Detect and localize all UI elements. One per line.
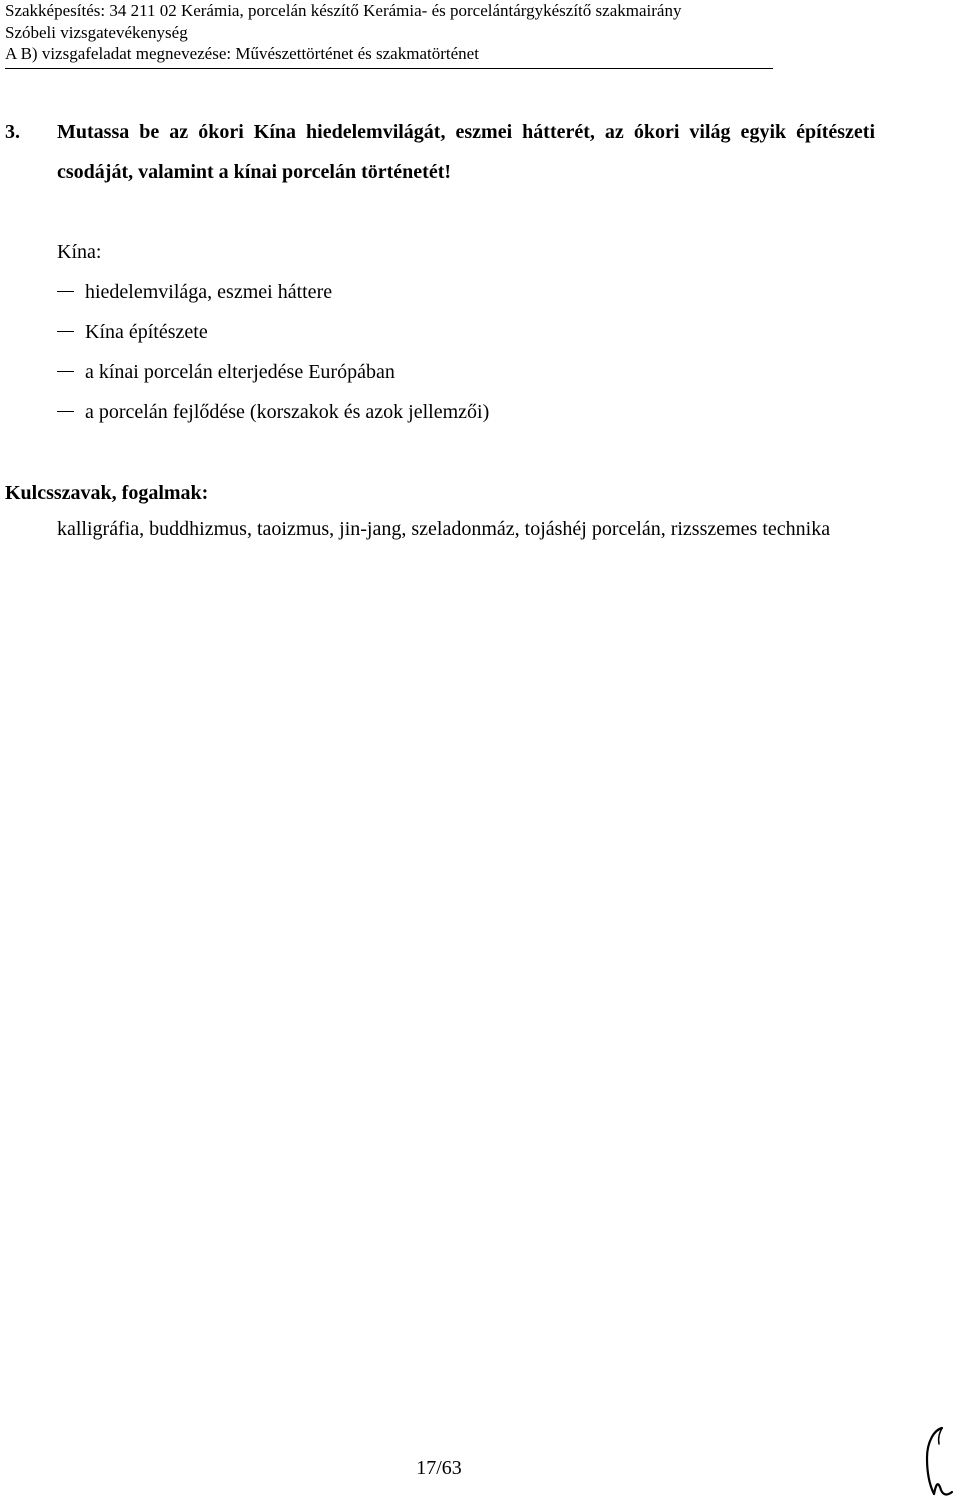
header-exam-activity: Szóbeli vizsgatevékenység [5, 22, 188, 42]
list-item-text: hiedelemvilága, eszmei háttere [85, 281, 333, 303]
list-item [57, 272, 489, 312]
page-number: 17/63 [416, 1457, 462, 1479]
keywords-text: kalligráfia, buddhizmus, taoizmus, jin-jang, szeladonmáz, tojáshéj porcelán, rizsszemes technika [57, 518, 831, 540]
list-item-text: a kínai porcelán elterjedése Európában [85, 361, 395, 383]
dash-bullet [57, 371, 74, 372]
list-item [57, 312, 489, 352]
header-divider [5, 68, 773, 69]
signature-mark [920, 1424, 956, 1500]
question-number: 3. [5, 121, 20, 143]
topic-list [57, 272, 489, 432]
header-task-title: A B) vizsgafeladat megnevezése: Művészettörténet és szakmatörténet [5, 44, 479, 63]
question-text: Mutassa be az ókori Kína hiedelemvilágát, eszmei hátterét, az ókori világ egyik építészeti csodáját, valamint a kínai porcelán történetét! [57, 121, 875, 183]
list-item [57, 352, 489, 392]
dash-bullet [57, 411, 74, 412]
header-qualification: Szakképesítés: 34 211 02 Kerámia, porcelán készítő Kerámia- és porcelántárgykészítő szakmairány [5, 1, 682, 20]
list-item [57, 392, 489, 432]
section-label: Kína: [57, 241, 102, 263]
dash-bullet [57, 291, 74, 292]
list-item-text: Kína építészete [85, 321, 208, 343]
page-header [5, 0, 955, 65]
dash-bullet [57, 331, 74, 332]
list-item-text: a porcelán fejlődése (korszakok és azok jellemzői) [85, 401, 490, 423]
keywords-heading: Kulcsszavak, fogalmak: [5, 482, 209, 504]
